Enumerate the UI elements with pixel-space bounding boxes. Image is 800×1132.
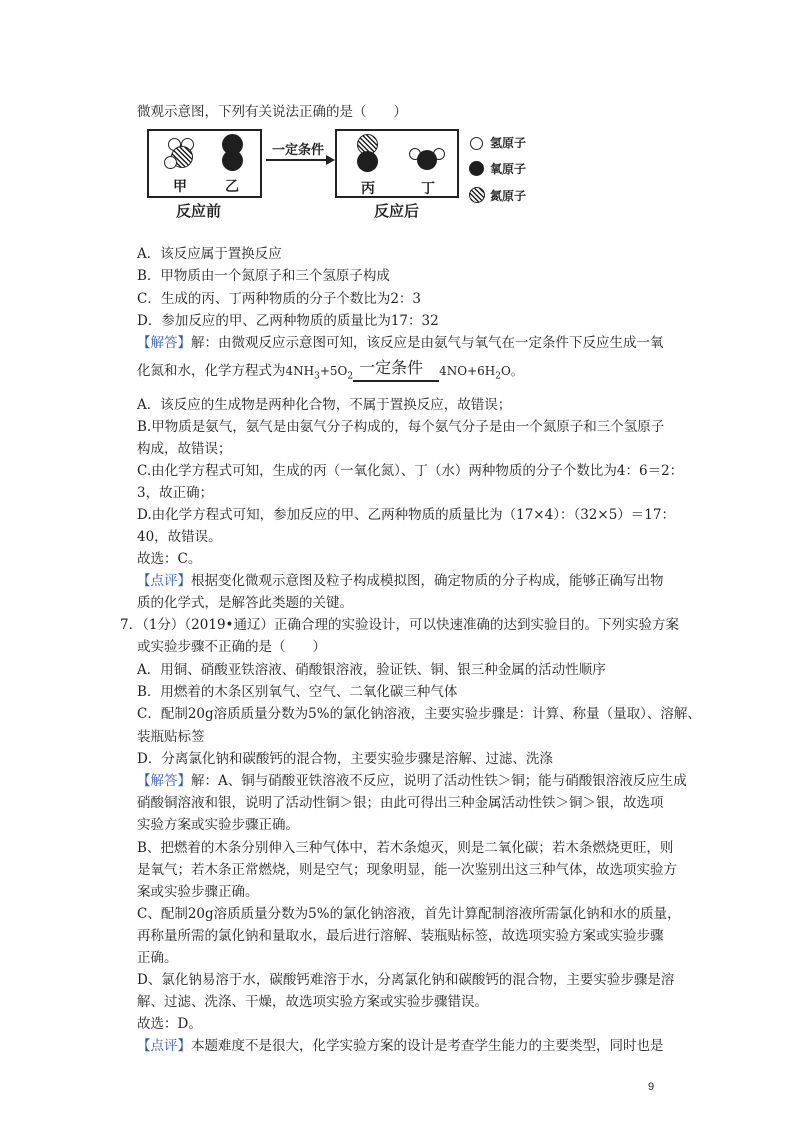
q7-option-b: B．用燃着的木条区别氧气、空气、二氧化碳三种气体 <box>137 684 458 700</box>
water-molecule-icon <box>409 145 445 171</box>
arrow-condition: 一定条件 <box>272 143 325 158</box>
q7-answer-tag: 【解答】 <box>137 773 191 789</box>
hydrogen-legend-icon <box>470 137 483 150</box>
before-caption: 反应前 <box>176 202 222 220</box>
q6-answer-line-1 <box>137 333 664 353</box>
q6-comment-line-2: 质的化学式，是解答此类题的关键。 <box>137 595 353 611</box>
page-number: 9 <box>648 1081 655 1093</box>
q7-answer-line-5: 是氧气；若木条正常燃烧，则是空气；现象明显，能一次鉴别出这三种气体，故选项实验方 <box>137 862 677 878</box>
q6-analysis-line-6: D.由化学方程式可知，参加反应的甲、乙两种物质的质量比为（17×4）：（32×5）＝17： <box>137 507 675 523</box>
q6-analysis-line-7: 40，故错误。 <box>137 529 222 545</box>
nitric-oxide-molecule-icon <box>354 134 382 176</box>
q7-stem-line-1: 7．（1分）（2019•通辽）正确合理的实验设计，可以快速准确的达到实验目的。下列实验方案 <box>120 617 679 633</box>
q7-answer-line-2: 硝酸铜溶液和银，说明了活动性铜＞银；由此可得出三种金属活动性铁＞铜＞银，故选项 <box>137 795 664 811</box>
arrow-icon <box>266 159 328 161</box>
q6-answer-tag: 【解答】 <box>137 335 191 351</box>
q6-option-d: D．参加反应的甲、乙两种物质的质量比为17：32 <box>137 313 439 329</box>
q7-answer-line-11: 解、过滤、洗涤、干燥，故选项实验方案或实验步骤错误。 <box>137 994 488 1010</box>
q6-choice: 故选：C。 <box>137 551 202 567</box>
q6-option-a: A．该反应属于置换反应 <box>137 246 282 262</box>
q7-answer-line-9: 正确。 <box>137 950 178 966</box>
q7-choice: 故选：D。 <box>137 1016 202 1032</box>
label-jia: 甲 <box>173 179 187 195</box>
q6-analysis-line-4: C.由化学方程式可知，生成的丙（一氧化氮）、丁（水）两种物质的分子个数比为4：6＝2： <box>137 463 684 479</box>
q6-option-b: B．甲物质由一个氮原子和三个氢原子构成 <box>137 268 390 284</box>
equation-prefix: 化氮和水，化学方程式为 <box>137 363 286 379</box>
ammonia-molecule-icon <box>164 138 204 172</box>
arrow-head-icon <box>326 155 335 165</box>
q7-answer-line-6: 案或实验步骤正确。 <box>137 884 259 900</box>
q6-comment-line-1: 【点评】根据变化微观示意图及粒子构成模拟图，确定物质的分子构成，能够正确写出物 <box>137 573 664 589</box>
equation-right: $4NO+6H_2O$。 <box>439 364 523 382</box>
q6-comment-tag: 【点评】 <box>137 573 191 589</box>
after-caption: 反应后 <box>374 202 420 220</box>
q6-option-c: C．生成的丙、丁两种物质的分子个数比为2：3 <box>137 291 422 307</box>
q7-answer-line-1: 【解答】解：A、铜与硝酸亚铁溶液不反应，说明了活动性铁＞铜；能与硝酸银溶液反应生成 <box>137 773 687 789</box>
q7-answer-line-8: 再称量所需的氯化钠和量取水，最后进行溶解、装瓶贴标签，故选项实验方案或实验步骤 <box>137 928 664 944</box>
q7-answer-line-10: D、氯化钠易溶于水，碳酸钙难溶于水，分离氯化钠和碳酸钙的混合物，主要实验步骤是溶 <box>137 972 675 988</box>
q7-answer-line-4: B、把燃着的木条分别伸入三种气体中，若木条熄灭，则是二氧化碳；若木条燃烧更旺，则 <box>137 840 674 856</box>
q7-answer-line-7: C、配制20g溶质质量分数为5%的氯化钠溶液，首先计算配制溶液所需氯化钠和水的质量， <box>137 906 681 922</box>
q7-option-c-line-2: 装瓶贴标签 <box>137 729 205 745</box>
legend-nitrogen: 氮原子 <box>490 189 527 203</box>
legend-oxygen: 氧原子 <box>490 162 527 176</box>
nitrogen-legend-icon <box>469 187 485 203</box>
q7-option-a: A．用铜、硝酸亚铁溶液、硝酸银溶液，验证铁、铜、银三种金属的活动性顺序 <box>137 662 606 678</box>
label-bing: 丙 <box>361 181 375 197</box>
q7-option-c-line-1: C．配制20g溶质质量分数为5%的氯化钠溶液，主要实验步骤是：计算、称量（量取）、溶解、 <box>137 706 701 722</box>
q6-analysis-line-1: A．该反应的生成物是两种化合物，不属于置换反应，故错误； <box>137 397 512 413</box>
q7-stem-line-2: 或实验步骤不正确的是（ ） <box>137 639 326 655</box>
legend-hydrogen: 氢原子 <box>490 136 527 150</box>
q6-equation-line <box>137 358 523 386</box>
q7-comment-line: 【点评】本题难度不是很大，化学实验方案的设计是考查学生能力的主要类型，同时也是 <box>137 1038 664 1054</box>
label-ding: 丁 <box>421 181 435 197</box>
q7-comment-tag: 【点评】 <box>137 1038 191 1054</box>
q7-option-d: D．分离氯化钠和碳酸钙的混合物，主要实验步骤是溶解、过滤、洗涤 <box>137 751 553 767</box>
oxygen-molecule-icon <box>220 134 246 174</box>
equation-left: $4NH_3+5O_2$ <box>285 364 354 382</box>
q6-answer-text: 解：由微观反应示意图可知，该反应是由氨气与氧气在一定条件下反应生成一氧 <box>191 335 664 351</box>
oxygen-legend-icon <box>469 161 484 176</box>
label-yi: 乙 <box>225 179 239 195</box>
q6-analysis-line-2: B.甲物质是氨气，氨气是由氨气分子构成的，每个氨气分子是由一个氮原子和三个氢原子 <box>137 419 665 435</box>
q6-analysis-line-3: 构成，故错误； <box>137 441 232 457</box>
q6-analysis-line-5: 3，故正确； <box>137 485 214 501</box>
q6-intro: 微观示意图，下列有关说法正确的是（ ） <box>137 104 407 120</box>
equation-condition: 一定条件 <box>353 366 439 386</box>
q7-answer-line-3: 实验方案或实验步骤正确。 <box>137 817 299 833</box>
